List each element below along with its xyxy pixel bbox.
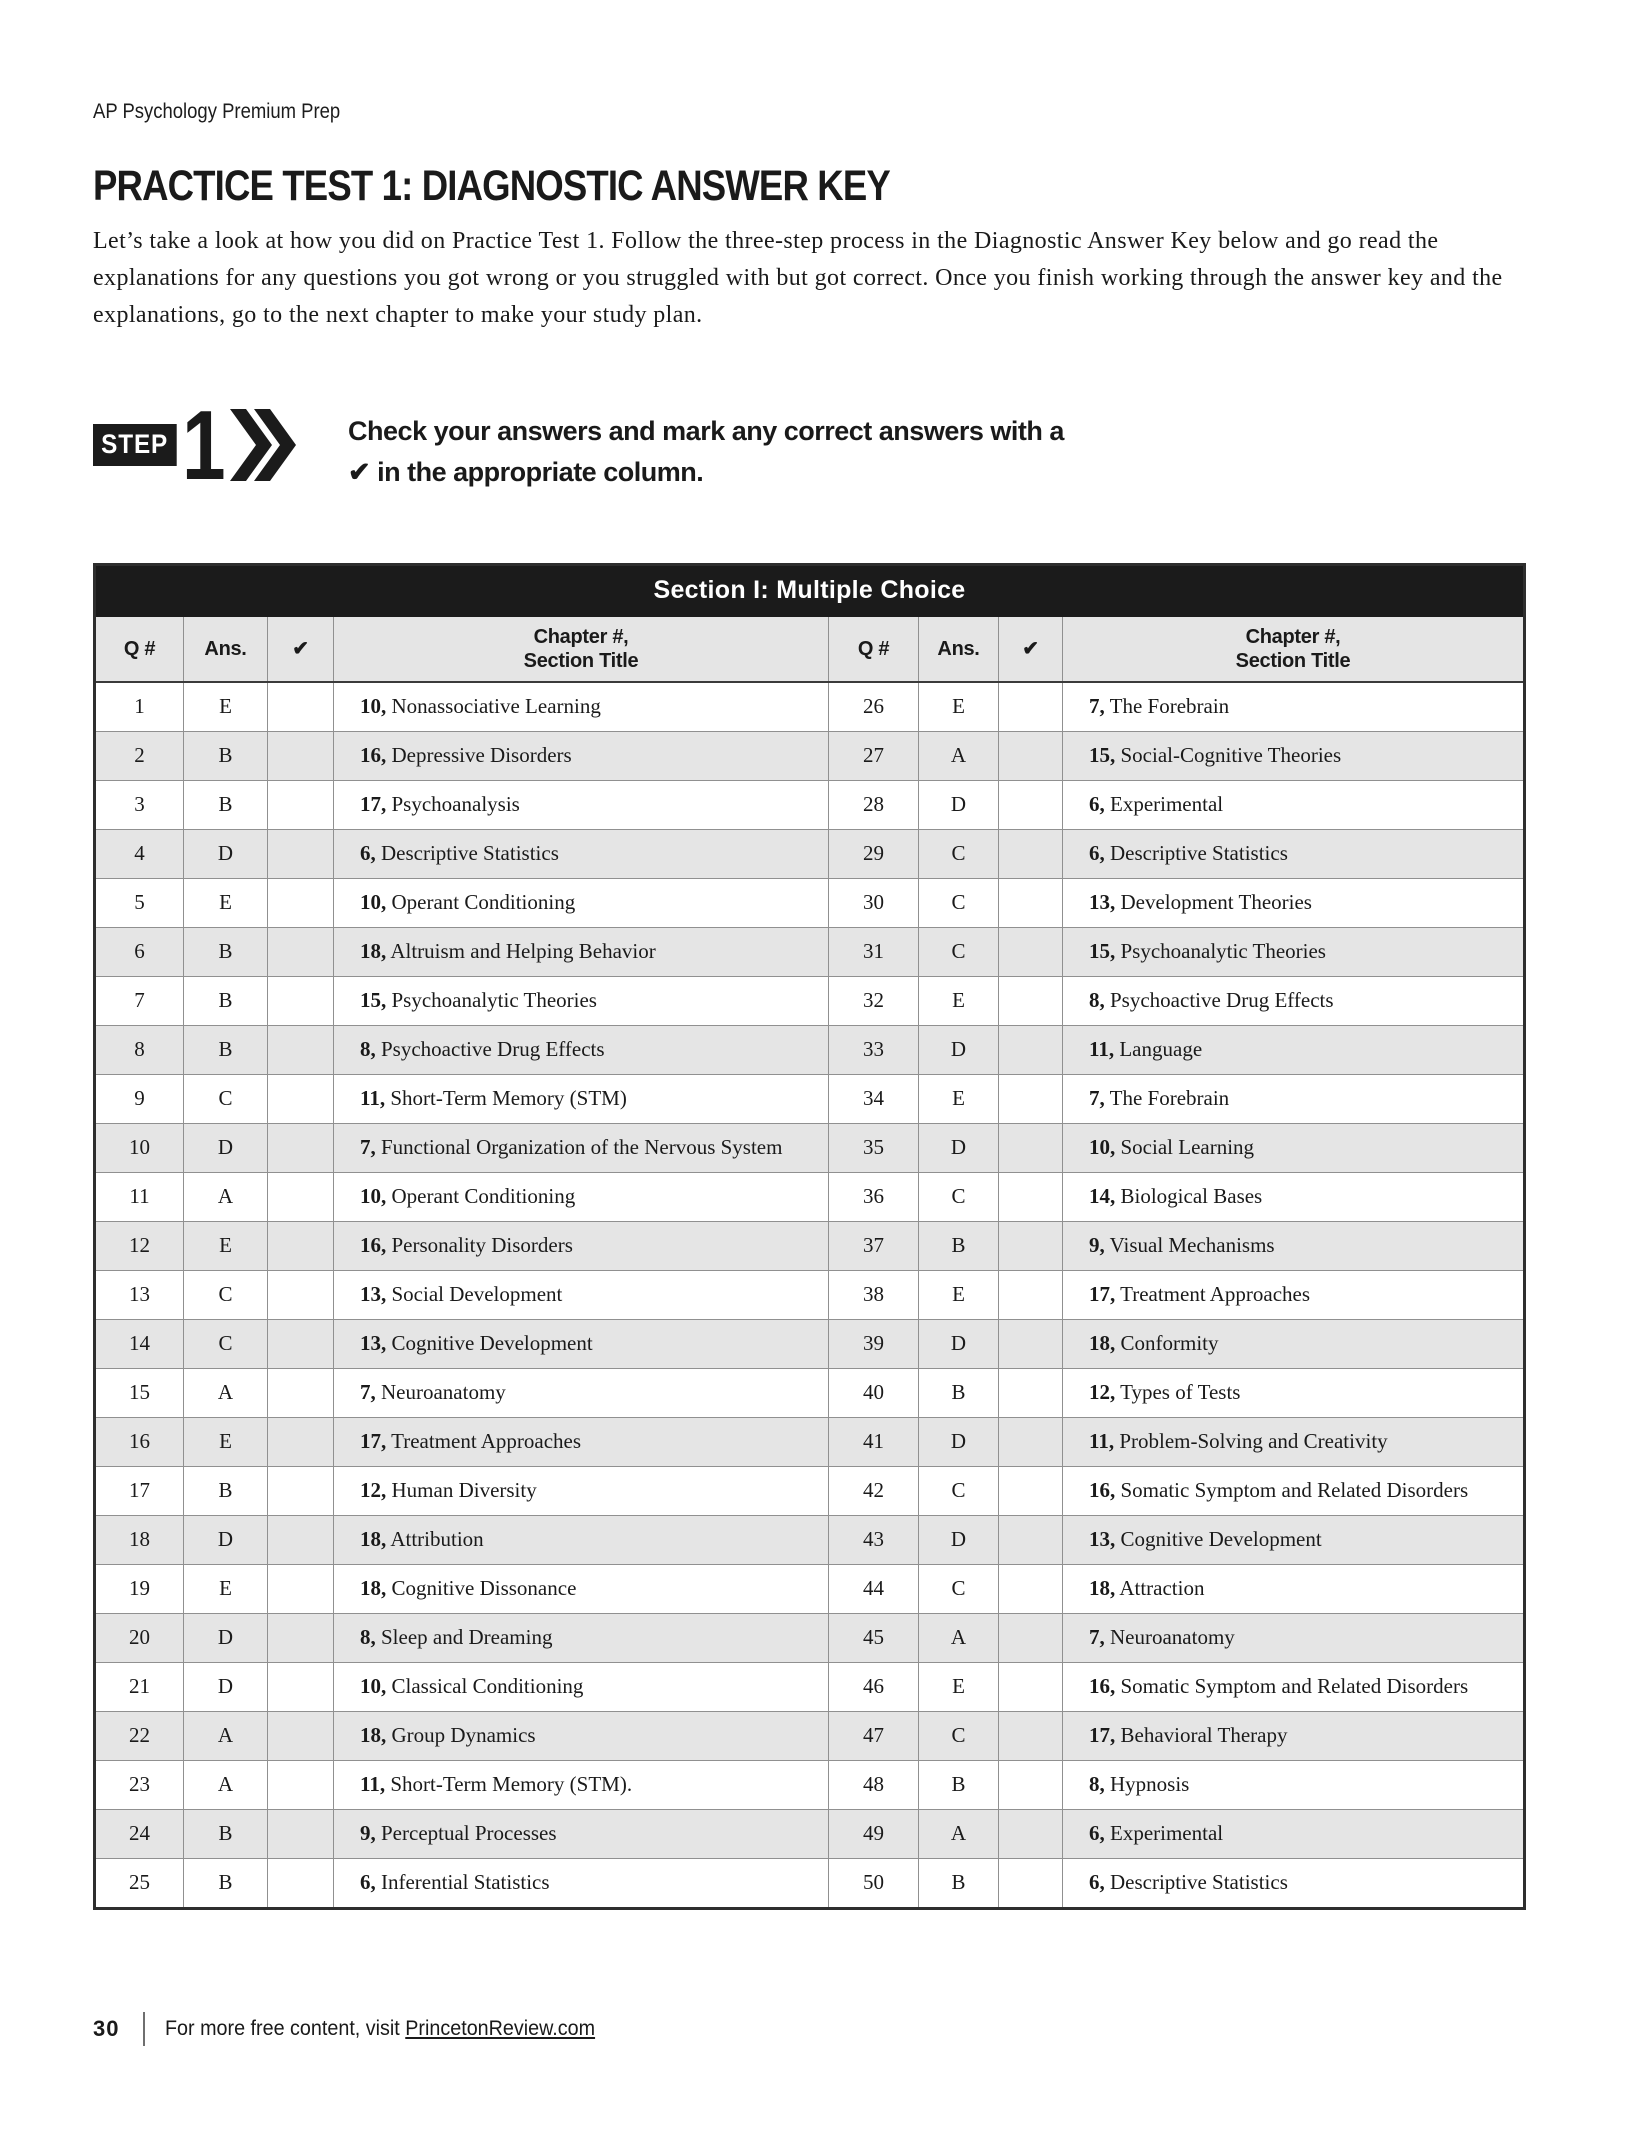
- question-number: 4: [95, 829, 184, 878]
- check-cell[interactable]: [999, 1466, 1063, 1515]
- column-header-chapter-line2: Section Title: [1235, 649, 1351, 672]
- answer-letter: A: [184, 1368, 268, 1417]
- answer-letter: D: [919, 1319, 999, 1368]
- step-label: STEP: [93, 424, 176, 466]
- column-header-chapter: [334, 616, 829, 682]
- step-instruction: Check your answers and mark any correct answers with a ✔ in the appropriate column.: [348, 415, 1064, 488]
- answer-letter: B: [919, 1858, 999, 1908]
- table-row: [95, 1025, 1525, 1074]
- check-cell[interactable]: [268, 1515, 334, 1564]
- question-number: 13: [95, 1270, 184, 1319]
- question-number: 50: [829, 1858, 919, 1908]
- answer-letter: A: [919, 1809, 999, 1858]
- question-number: 23: [95, 1760, 184, 1809]
- check-cell[interactable]: [999, 1368, 1063, 1417]
- step-number: 1: [181, 389, 226, 500]
- table-row: [95, 829, 1525, 878]
- answer-letter: D: [919, 780, 999, 829]
- chapter-section-title: 17, Psychoanalysis: [334, 780, 829, 829]
- chapter-section-title: 7, Neuroanatomy: [1063, 1613, 1525, 1662]
- chapter-section-title: 6, Descriptive Statistics: [1063, 829, 1525, 878]
- check-cell[interactable]: [268, 1123, 334, 1172]
- chapter-section-title: 6, Descriptive Statistics: [334, 829, 829, 878]
- question-number: 12: [95, 1221, 184, 1270]
- table-row: [95, 1466, 1525, 1515]
- question-number: 7: [95, 976, 184, 1025]
- intro-paragraph: Let’s take a look at how you did on Practice Test 1. Follow the three-step process in the Diagnostic Answer Key below and go read the explanations for any questions you got wrong or you struggled with but got correct. Once you finish working through the answer key and the explanations, go to the next chapter to make your study plan.: [93, 228, 1503, 329]
- answer-letter: D: [919, 1417, 999, 1466]
- check-cell[interactable]: [999, 1417, 1063, 1466]
- column-header-q: Q #: [95, 616, 184, 682]
- check-cell[interactable]: [268, 1466, 334, 1515]
- table-row: [95, 1564, 1525, 1613]
- check-cell[interactable]: [268, 1270, 334, 1319]
- page-footer: [93, 2012, 623, 2046]
- column-header-ans: Ans.: [184, 616, 268, 682]
- question-number: 10: [95, 1123, 184, 1172]
- chapter-section-title: 6, Experimental: [1063, 1809, 1525, 1858]
- table-row: [95, 1270, 1525, 1319]
- answer-letter: E: [184, 1221, 268, 1270]
- answer-letter: B: [184, 1809, 268, 1858]
- question-number: 42: [829, 1466, 919, 1515]
- question-number: 47: [829, 1711, 919, 1760]
- question-number: 18: [95, 1515, 184, 1564]
- step-1-callout: [93, 389, 1640, 525]
- check-cell[interactable]: [999, 927, 1063, 976]
- chapter-section-title: 13, Social Development: [334, 1270, 829, 1319]
- question-number: 8: [95, 1025, 184, 1074]
- check-cell[interactable]: [268, 1809, 334, 1858]
- check-cell[interactable]: [268, 1417, 334, 1466]
- answer-letter: A: [184, 1711, 268, 1760]
- column-header-check-icon: ✔: [268, 616, 334, 682]
- question-number: 21: [95, 1662, 184, 1711]
- answer-letter: A: [184, 1172, 268, 1221]
- table-row: [95, 1221, 1525, 1270]
- chapter-section-title: 10, Social Learning: [1063, 1123, 1525, 1172]
- answer-letter: D: [919, 1123, 999, 1172]
- answer-letter: C: [184, 1074, 268, 1123]
- chapter-section-title: 7, Functional Organization of the Nervous System: [334, 1123, 829, 1172]
- question-number: 9: [95, 1074, 184, 1123]
- answer-letter: B: [919, 1760, 999, 1809]
- check-cell[interactable]: [999, 1662, 1063, 1711]
- check-cell[interactable]: [999, 682, 1063, 732]
- question-number: 2: [95, 731, 184, 780]
- question-number: 6: [95, 927, 184, 976]
- question-number: 25: [95, 1858, 184, 1908]
- chapter-section-title: 18, Cognitive Dissonance: [334, 1564, 829, 1613]
- answer-letter: E: [919, 976, 999, 1025]
- check-cell[interactable]: [999, 1221, 1063, 1270]
- chapter-section-title: 11, Short-Term Memory (STM): [334, 1074, 829, 1123]
- chapter-section-title: 12, Types of Tests: [1063, 1368, 1525, 1417]
- question-number: 38: [829, 1270, 919, 1319]
- chapter-section-title: 7, Neuroanatomy: [334, 1368, 829, 1417]
- chapter-section-title: 18, Attraction: [1063, 1564, 1525, 1613]
- answer-letter: E: [919, 1662, 999, 1711]
- table-row: [95, 1319, 1525, 1368]
- answer-letter: D: [919, 1025, 999, 1074]
- check-cell[interactable]: [999, 878, 1063, 927]
- chapter-section-title: 16, Somatic Symptom and Related Disorders: [1063, 1466, 1525, 1515]
- question-number: 15: [95, 1368, 184, 1417]
- chapter-section-title: 18, Group Dynamics: [334, 1711, 829, 1760]
- chapter-section-title: 10, Operant Conditioning: [334, 1172, 829, 1221]
- question-number: 27: [829, 731, 919, 780]
- answer-letter: B: [184, 1858, 268, 1908]
- footer-divider: [143, 2012, 145, 2046]
- chapter-section-title: 10, Nonassociative Learning: [334, 682, 829, 732]
- chapter-section-title: 15, Psychoanalytic Theories: [334, 976, 829, 1025]
- question-number: 49: [829, 1809, 919, 1858]
- check-cell[interactable]: [268, 1858, 334, 1908]
- footer-text: [165, 2017, 595, 2041]
- answer-letter: E: [919, 1270, 999, 1319]
- table-row: [95, 1809, 1525, 1858]
- question-number: 14: [95, 1319, 184, 1368]
- check-cell[interactable]: [268, 1760, 334, 1809]
- chapter-section-title: 7, The Forebrain: [1063, 1074, 1525, 1123]
- check-cell[interactable]: [268, 1711, 334, 1760]
- answer-letter: B: [184, 780, 268, 829]
- chapter-section-title: 7, The Forebrain: [1063, 682, 1525, 732]
- chapter-section-title: 15, Psychoanalytic Theories: [1063, 927, 1525, 976]
- check-cell[interactable]: [268, 780, 334, 829]
- check-cell[interactable]: [268, 1319, 334, 1368]
- chapter-section-title: 11, Language: [1063, 1025, 1525, 1074]
- step-1-badge: [93, 389, 296, 500]
- column-header-check-icon: ✔: [999, 616, 1063, 682]
- chapter-section-title: 17, Treatment Approaches: [334, 1417, 829, 1466]
- question-number: 26: [829, 682, 919, 732]
- chapter-section-title: 14, Biological Bases: [1063, 1172, 1525, 1221]
- question-number: 41: [829, 1417, 919, 1466]
- chapter-section-title: 13, Cognitive Development: [1063, 1515, 1525, 1564]
- question-number: 16: [95, 1417, 184, 1466]
- chapter-section-title: 15, Social-Cognitive Theories: [1063, 731, 1525, 780]
- question-number: 17: [95, 1466, 184, 1515]
- answer-letter: C: [184, 1270, 268, 1319]
- chapter-section-title: 17, Treatment Approaches: [1063, 1270, 1525, 1319]
- chapter-section-title: 18, Conformity: [1063, 1319, 1525, 1368]
- table-row: [95, 731, 1525, 780]
- check-cell[interactable]: [999, 780, 1063, 829]
- chapter-section-title: 16, Depressive Disorders: [334, 731, 829, 780]
- chapter-section-title: 11, Problem-Solving and Creativity: [1063, 1417, 1525, 1466]
- check-cell[interactable]: [999, 1515, 1063, 1564]
- answer-letter: E: [919, 1074, 999, 1123]
- question-number: 22: [95, 1711, 184, 1760]
- check-cell[interactable]: [268, 1172, 334, 1221]
- page-title: PRACTICE TEST 1: DIAGNOSTIC ANSWER KEY: [93, 162, 890, 210]
- chapter-section-title: 18, Attribution: [334, 1515, 829, 1564]
- column-header-chapter-line1: Chapter #,: [1245, 625, 1341, 648]
- table-row: [95, 1123, 1525, 1172]
- table-row: [95, 1417, 1525, 1466]
- check-cell[interactable]: [268, 878, 334, 927]
- answer-letter: A: [184, 1760, 268, 1809]
- check-cell[interactable]: [268, 927, 334, 976]
- answer-letter: C: [919, 878, 999, 927]
- question-number: 43: [829, 1515, 919, 1564]
- column-header-chapter-line1: Chapter #,: [533, 625, 629, 648]
- answer-letter: B: [184, 1466, 268, 1515]
- check-cell[interactable]: [999, 1564, 1063, 1613]
- question-number: 29: [829, 829, 919, 878]
- table-row: [95, 780, 1525, 829]
- footer-text-label: For more free content, visit: [165, 2017, 406, 2040]
- question-number: 32: [829, 976, 919, 1025]
- table-row: [95, 927, 1525, 976]
- princeton-review-link[interactable]: PrincetonReview.com: [405, 2017, 596, 2040]
- check-cell[interactable]: [999, 731, 1063, 780]
- answer-key-table: [93, 563, 1526, 1910]
- check-cell[interactable]: [268, 829, 334, 878]
- question-number: 34: [829, 1074, 919, 1123]
- question-number: 39: [829, 1319, 919, 1368]
- answer-letter: C: [919, 927, 999, 976]
- chapter-section-title: 17, Behavioral Therapy: [1063, 1711, 1525, 1760]
- answer-letter: B: [919, 1368, 999, 1417]
- check-cell[interactable]: [999, 1270, 1063, 1319]
- check-cell[interactable]: [268, 1662, 334, 1711]
- answer-letter: B: [184, 927, 268, 976]
- table-row: [95, 1613, 1525, 1662]
- answer-letter: E: [919, 682, 999, 732]
- table-row: [95, 1711, 1525, 1760]
- question-number: 35: [829, 1123, 919, 1172]
- question-number: 24: [95, 1809, 184, 1858]
- answer-letter: D: [184, 1123, 268, 1172]
- question-number: 20: [95, 1613, 184, 1662]
- table-row: [95, 1172, 1525, 1221]
- table-row: [95, 1662, 1525, 1711]
- question-number: 28: [829, 780, 919, 829]
- question-number: 5: [95, 878, 184, 927]
- chapter-section-title: 6, Inferential Statistics: [334, 1858, 829, 1908]
- column-header-chapter: [1063, 616, 1525, 682]
- question-number: 40: [829, 1368, 919, 1417]
- answer-letter: B: [184, 731, 268, 780]
- table-row: [95, 976, 1525, 1025]
- answer-letter: A: [919, 731, 999, 780]
- question-number: 1: [95, 682, 184, 732]
- chapter-section-title: 16, Somatic Symptom and Related Disorders: [1063, 1662, 1525, 1711]
- answer-letter: C: [919, 1711, 999, 1760]
- check-cell[interactable]: [268, 1564, 334, 1613]
- answer-letter: E: [184, 878, 268, 927]
- table-section-title: Section I: Multiple Choice: [95, 564, 1525, 616]
- chapter-section-title: 12, Human Diversity: [334, 1466, 829, 1515]
- table-row: [95, 1074, 1525, 1123]
- table-row: [95, 878, 1525, 927]
- table-row: [95, 1515, 1525, 1564]
- answer-letter: D: [184, 1662, 268, 1711]
- check-cell[interactable]: [999, 1613, 1063, 1662]
- question-number: 11: [95, 1172, 184, 1221]
- chapter-section-title: 8, Psychoactive Drug Effects: [334, 1025, 829, 1074]
- chapter-section-title: 13, Development Theories: [1063, 878, 1525, 927]
- answer-letter: E: [184, 1417, 268, 1466]
- table-row: [95, 682, 1525, 732]
- table-header-row: [95, 616, 1525, 682]
- chapter-section-title: 11, Short-Term Memory (STM).: [334, 1760, 829, 1809]
- answer-letter: C: [919, 1172, 999, 1221]
- chapter-section-title: 18, Altruism and Helping Behavior: [334, 927, 829, 976]
- running-header: AP Psychology Premium Prep: [93, 100, 341, 123]
- column-header-q: Q #: [829, 616, 919, 682]
- question-number: 31: [829, 927, 919, 976]
- chapter-section-title: 8, Sleep and Dreaming: [334, 1613, 829, 1662]
- check-cell[interactable]: [268, 1368, 334, 1417]
- check-cell[interactable]: [268, 976, 334, 1025]
- check-cell[interactable]: [999, 1123, 1063, 1172]
- answer-letter: D: [184, 1613, 268, 1662]
- question-number: 19: [95, 1564, 184, 1613]
- question-number: 36: [829, 1172, 919, 1221]
- answer-letter: E: [184, 682, 268, 732]
- page-number: 30: [93, 2016, 120, 2041]
- chapter-section-title: 13, Cognitive Development: [334, 1319, 829, 1368]
- answer-letter: E: [184, 1564, 268, 1613]
- column-header-chapter-line2: Section Title: [523, 649, 639, 672]
- check-cell[interactable]: [999, 1858, 1063, 1908]
- answer-letter: D: [184, 1515, 268, 1564]
- question-number: 37: [829, 1221, 919, 1270]
- chapter-section-title: 8, Psychoactive Drug Effects: [1063, 976, 1525, 1025]
- check-cell[interactable]: [268, 731, 334, 780]
- table-row: [95, 1858, 1525, 1908]
- check-cell[interactable]: [999, 1025, 1063, 1074]
- check-cell[interactable]: [999, 1319, 1063, 1368]
- chapter-section-title: 16, Personality Disorders: [334, 1221, 829, 1270]
- answer-letter: C: [184, 1319, 268, 1368]
- answer-letter: C: [919, 1466, 999, 1515]
- answer-letter: B: [184, 976, 268, 1025]
- check-cell[interactable]: [999, 1172, 1063, 1221]
- answer-letter: C: [919, 829, 999, 878]
- chapter-section-title: 10, Classical Conditioning: [334, 1662, 829, 1711]
- answer-letter: B: [184, 1025, 268, 1074]
- table-row: [95, 1368, 1525, 1417]
- question-number: 48: [829, 1760, 919, 1809]
- answer-letter: C: [919, 1564, 999, 1613]
- check-cell[interactable]: [999, 1074, 1063, 1123]
- check-cell[interactable]: [999, 1809, 1063, 1858]
- chapter-section-title: 8, Hypnosis: [1063, 1760, 1525, 1809]
- check-cell[interactable]: [999, 976, 1063, 1025]
- chapter-section-title: 6, Experimental: [1063, 780, 1525, 829]
- question-number: 44: [829, 1564, 919, 1613]
- check-cell[interactable]: [268, 682, 334, 732]
- check-cell[interactable]: [268, 1613, 334, 1662]
- check-cell[interactable]: [268, 1221, 334, 1270]
- question-number: 3: [95, 780, 184, 829]
- answer-letter: B: [919, 1221, 999, 1270]
- check-cell[interactable]: [268, 1025, 334, 1074]
- chapter-section-title: 9, Visual Mechanisms: [1063, 1221, 1525, 1270]
- answer-letter: D: [184, 829, 268, 878]
- check-cell[interactable]: [999, 1711, 1063, 1760]
- column-header-ans: Ans.: [919, 616, 999, 682]
- question-number: 33: [829, 1025, 919, 1074]
- chapter-section-title: 10, Operant Conditioning: [334, 878, 829, 927]
- chapter-section-title: 9, Perceptual Processes: [334, 1809, 829, 1858]
- question-number: 30: [829, 878, 919, 927]
- check-cell[interactable]: [268, 1074, 334, 1123]
- check-cell[interactable]: [999, 1760, 1063, 1809]
- answer-letter: A: [919, 1613, 999, 1662]
- check-cell[interactable]: [999, 829, 1063, 878]
- question-number: 46: [829, 1662, 919, 1711]
- answer-letter: D: [919, 1515, 999, 1564]
- double-chevron-icon: [230, 409, 296, 481]
- question-number: 45: [829, 1613, 919, 1662]
- chapter-section-title: 6, Descriptive Statistics: [1063, 1858, 1525, 1908]
- table-row: [95, 1760, 1525, 1809]
